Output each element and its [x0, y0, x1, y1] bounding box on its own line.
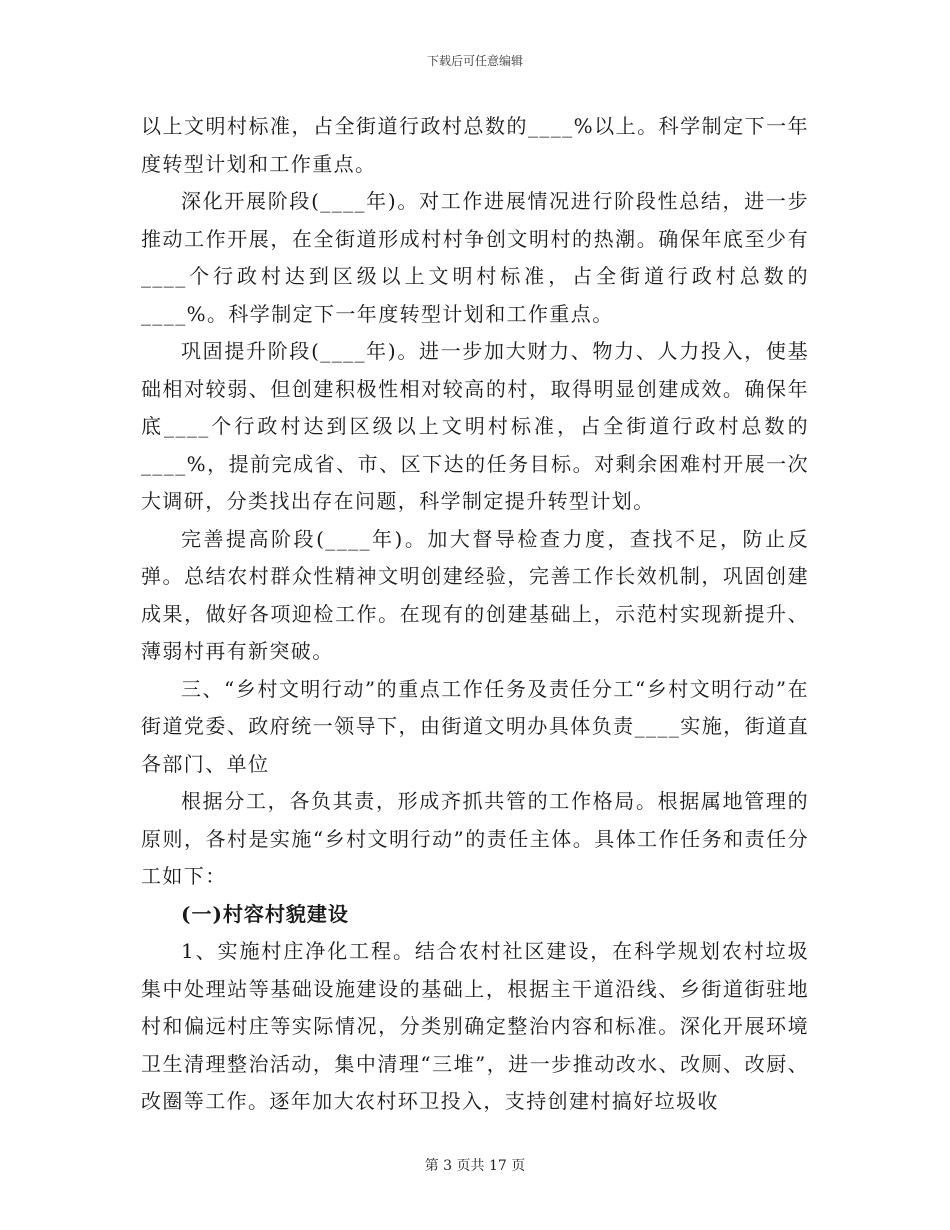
- paragraph-division-of-work: 根据分工，各负其责，形成齐抓共管的工作格局。根据属地管理的原则，各村是实施“乡村文明行动”的责任主体。具体工作任务和责任分工如下：: [141, 789, 809, 888]
- document-body: [141, 108, 809, 1121]
- paragraph-continuation: 以上文明村标准，占全街道行政村总数的____%以上。科学制定下一年度转型计划和工作重点。: [141, 114, 809, 176]
- subsection-heading-village-appearance: (一)村容村貌建设: [181, 901, 349, 926]
- page-header: 下载后可任意编辑: [426, 54, 523, 68]
- paragraph-consolidation-stage: 巩固提升阶段(____年)。进一步加大财力、物力、人力投入，使基础相对较弱、但创建积极性相对较高的村，取得明显创建成效。确保年底____个行政村达到区级以上文明村标准，占全街道行政村总数的____%，提前完成省、市、区下达的任务目标。对剩余困难村开展一次大调研，分类找出存在问题，科学制定提升转型计划。: [141, 339, 809, 513]
- page-footer: 第 3 页共 17 页: [424, 1158, 526, 1174]
- paragraph-village-cleanup-project: 1、实施村庄净化工程。结合农村社区建设，在科学规划农村垃圾集中处理站等基础设施建设的基础上，根据主干道沿线、乡街道街驻地村和偏远村庄等实际情况，分类别确定整治内容和标准。深化开展环境卫生清理整治活动，集中清理“三堆”，进一步推动改水、改厕、改厨、改圈等工作。逐年加大农村环卫投入，支持创建村搞好垃圾收: [141, 939, 809, 1113]
- paragraph-deepening-stage: 深化开展阶段(____年)。对工作进展情况进行阶段性总结，进一步推动工作开展，在全街道形成村村争创文明村的热潮。确保年底至少有____个行政村达到区级以上文明村标准，占全街道行政村总数的____%。科学制定下一年度转型计划和工作重点。: [141, 189, 809, 326]
- paragraph-improvement-stage: 完善提高阶段(____年)。加大督导检查力度，查找不足，防止反弹。总结农村群众性精神文明创建经验，完善工作长效机制，巩固创建成果，做好各项迎检工作。在现有的创建基础上，示范村实现新提升、薄弱村再有新突破。: [141, 526, 809, 663]
- section-three-heading-paragraph: 三、“乡村文明行动”的重点工作任务及责任分工“乡村文明行动”在街道党委、政府统一领导下，由街道文明办具体负责____实施，街道直各部门、单位: [141, 676, 809, 776]
